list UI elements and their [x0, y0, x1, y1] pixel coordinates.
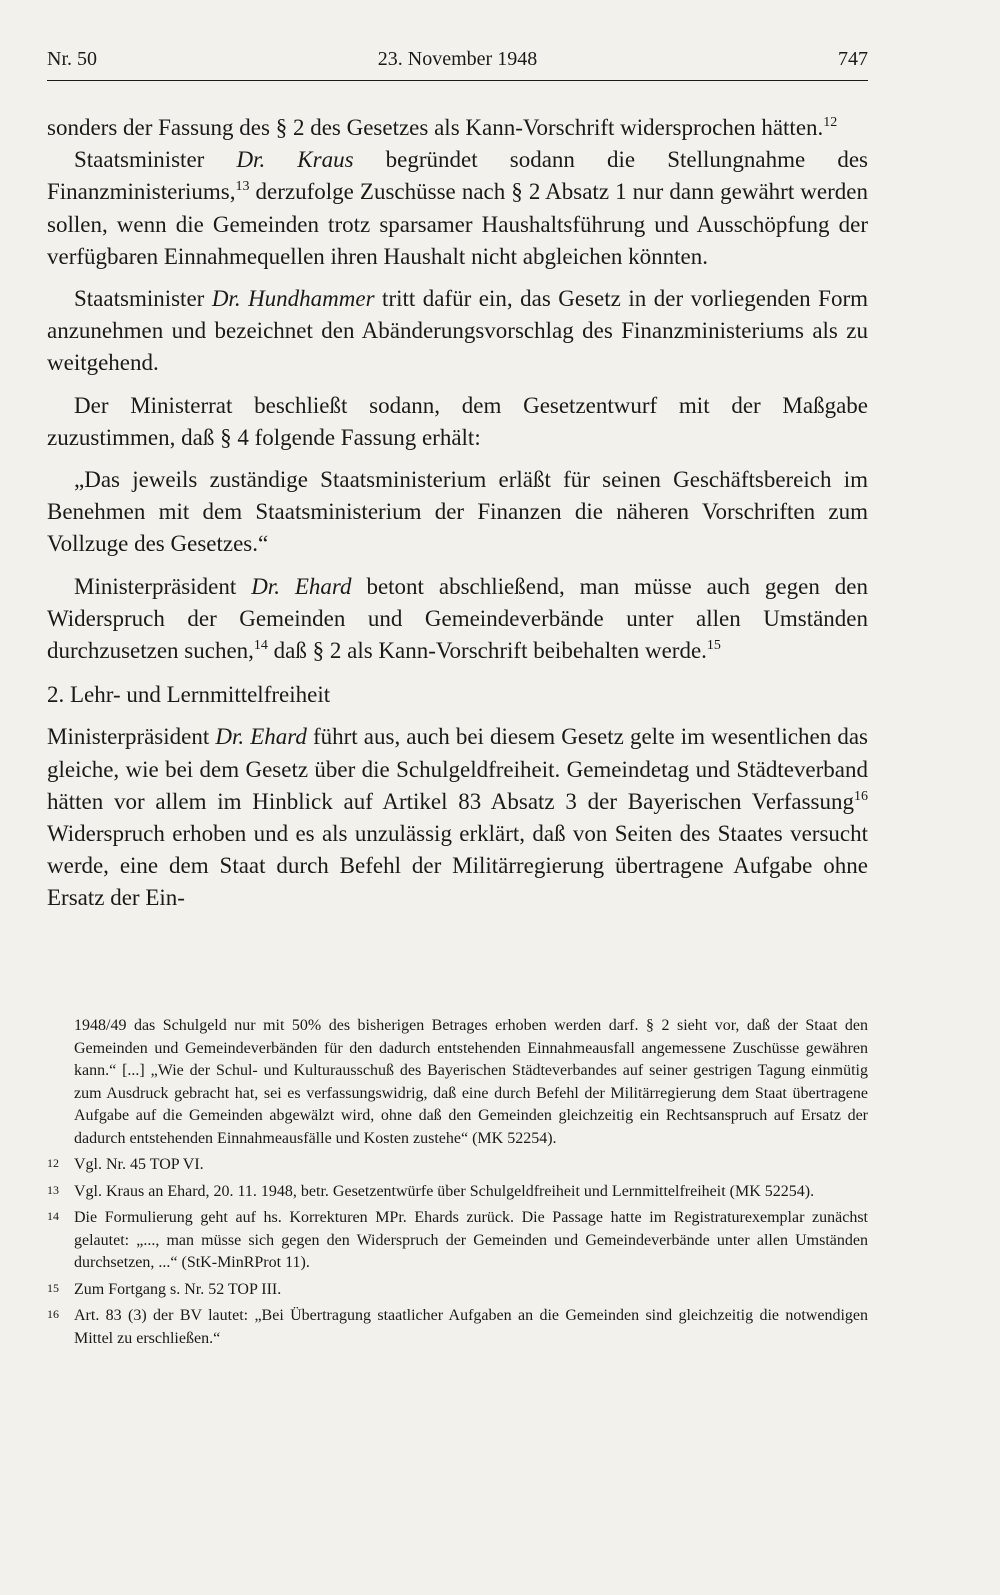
- paragraph: [47, 112, 868, 144]
- footnote: [47, 1279, 868, 1302]
- page-number: 747: [838, 48, 868, 70]
- quoted-paragraph: „Das jeweils zuständige Staatsministerium erläßt für seinen Geschäftsbereich im Benehmen mit dem Staatsministerium der Finanzen die näheren Vorschriften zum Vollzuge des Gesetzes.“: [47, 467, 868, 557]
- text-run: daß § 2 als Kann-Vorschrift beibehalten werde.: [267, 638, 707, 664]
- person-name: Dr. Ehard: [251, 573, 352, 599]
- footnote: [47, 1207, 868, 1275]
- text-run: führt aus, auch bei diesem Gesetz gelte im wesentlichen das gleiche, wie bei dem Gesetz über die Schulgeldfreiheit. Gemeindetag und Städteverband hätten vor allem im Hinblick auf Artikel 83 Absatz 3 der Bayerischen Verfassung: [47, 724, 868, 814]
- footnote-list: [47, 1154, 868, 1350]
- issue-number: Nr. 50: [47, 48, 97, 70]
- footnote-ref: 14: [253, 638, 268, 654]
- paragraph: Der Ministerrat beschließt sodann, dem Gesetzentwurf mit der Maßgabe zuzustimmen, daß § 4 folgende Fassung erhält:: [47, 392, 868, 450]
- paragraph: [47, 283, 868, 380]
- footnote: [47, 1154, 868, 1177]
- text-run: Ministerpräsident: [74, 573, 252, 599]
- text-run: Staatsminister: [74, 286, 212, 312]
- section-heading: 2. Lehr- und Lernmittelfreiheit: [47, 682, 331, 708]
- footnote-number: 14: [47, 1209, 59, 1223]
- person-name: Dr. Ehard: [215, 724, 307, 750]
- footnote-number: 15: [47, 1280, 59, 1295]
- footnote-ref: 13: [235, 179, 250, 195]
- text-run: begründet sodann die Stellungnahme des Finanzministeriums,: [47, 147, 868, 205]
- text-run: Staatsminister: [74, 147, 237, 173]
- footnote-text: Vgl. Kraus an Ehard, 20. 11. 1948, betr. Gesetzentwürfe über Schulgeldfreiheit und Lernmittelfreiheit (MK 52254).: [74, 1182, 815, 1200]
- footnote: [47, 1181, 868, 1204]
- text-run: derzufolge Zuschüsse nach § 2 Absatz 1 nur dann gewährt werden sollen, wenn die Gemeinden trotz sparsamer Haushaltsführung und Ausschöpfung der verfügbaren Einnahmequellen ihren Haushalt nicht abgleichen könnten.: [47, 179, 868, 269]
- footnote-number: 16: [47, 1307, 59, 1321]
- person-name: Dr. Hundhammer: [211, 286, 375, 312]
- footnote-ref: 15: [706, 638, 721, 654]
- footnote-text: Vgl. Nr. 45 TOP VI.: [74, 1156, 204, 1173]
- paragraph: [47, 571, 868, 668]
- footnote-text: Die Formulierung geht auf hs. Korrekturen MPr. Ehards zurück. Die Passage hatte im Registraturexemplar zunächst gelautet: „..., man müsse sich gegen den Widerspruch der Gemeinden und Gemeindeverbände unter allen Umständen durchsetzen, ...“ (StK-MinRProt 11).: [74, 1209, 868, 1271]
- footnote-text: Art. 83 (3) der BV lautet: „Bei Übertragung staatlicher Aufgaben an die Gemeinden sind gleichzeitig die notwendigen Mittel zu erschließen.“: [74, 1307, 868, 1347]
- paragraph: [47, 144, 868, 273]
- footnote-text: Zum Fortgang s. Nr. 52 TOP III.: [74, 1280, 282, 1298]
- footnote-number: 12: [47, 1156, 59, 1170]
- header-date: 23. November 1948: [377, 48, 538, 70]
- main-text: [47, 112, 868, 915]
- text-run: tritt dafür ein, das Gesetz in der vorliegenden Form anzunehmen und bezeichnet den Abänderungsvorschlag des Finanzministeriums als zu weitgehend.: [47, 286, 868, 376]
- footnote-ref: 16: [854, 788, 868, 804]
- text-run: Widerspruch erhoben und es als unzulässig erklärt, daß von Seiten des Staates versucht werde, eine dem Staat durch Befehl der Militärregierung übertragene Aufgabe ohne Ersatz der Ein-: [47, 821, 868, 911]
- text-run: sonders der Fassung des § 2 des Gesetzes als Kann-Vorschrift widersprochen hätten.: [47, 115, 824, 140]
- person-name: Dr. Kraus: [236, 147, 354, 173]
- paragraph: [47, 721, 868, 914]
- footnote: [47, 1305, 868, 1350]
- header-rule: [47, 80, 868, 81]
- text-run: Ministerpräsident: [47, 724, 216, 750]
- footnote-ref: 12: [823, 115, 838, 130]
- text-run: betont abschließend, man müsse auch gegen den Widerspruch der Gemeinden und Gemeindeverbände unter allen Umständen durchzusetzen suchen,: [47, 573, 868, 664]
- footnote-number: 13: [47, 1182, 59, 1197]
- running-header: [47, 44, 868, 74]
- footnotes: [47, 1015, 868, 1350]
- footnote-continuation: 1948/49 das Schulgeld nur mit 50% des bisherigen Betrages erhoben werden darf. § 2 sieht vor, daß der Staat den Gemeinden und Gemeindeverbänden für den dadurch entstehenden Einnahmeausfall angemessene Zuschüsse gewähren kann.“ [...] „Wie der Schul- und Kulturausschuß des Bayerischen Städteverbandes auf seiner gestrigen Tagung einmütig zum Ausdruck gebracht hat, sei es verfassungswidrig, daß eine durch Befehl der Militärregierung dem Staat übertragene Aufgabe auf die Gemeinden abgewälzt wird, ohne daß den Gemeinden gleichzeitig ein Rechtsanspruch auf Ersatz der dadurch entstehenden Einnahmeausfälle und Kosten zustehe“ (MK 52254).: [74, 1017, 868, 1147]
